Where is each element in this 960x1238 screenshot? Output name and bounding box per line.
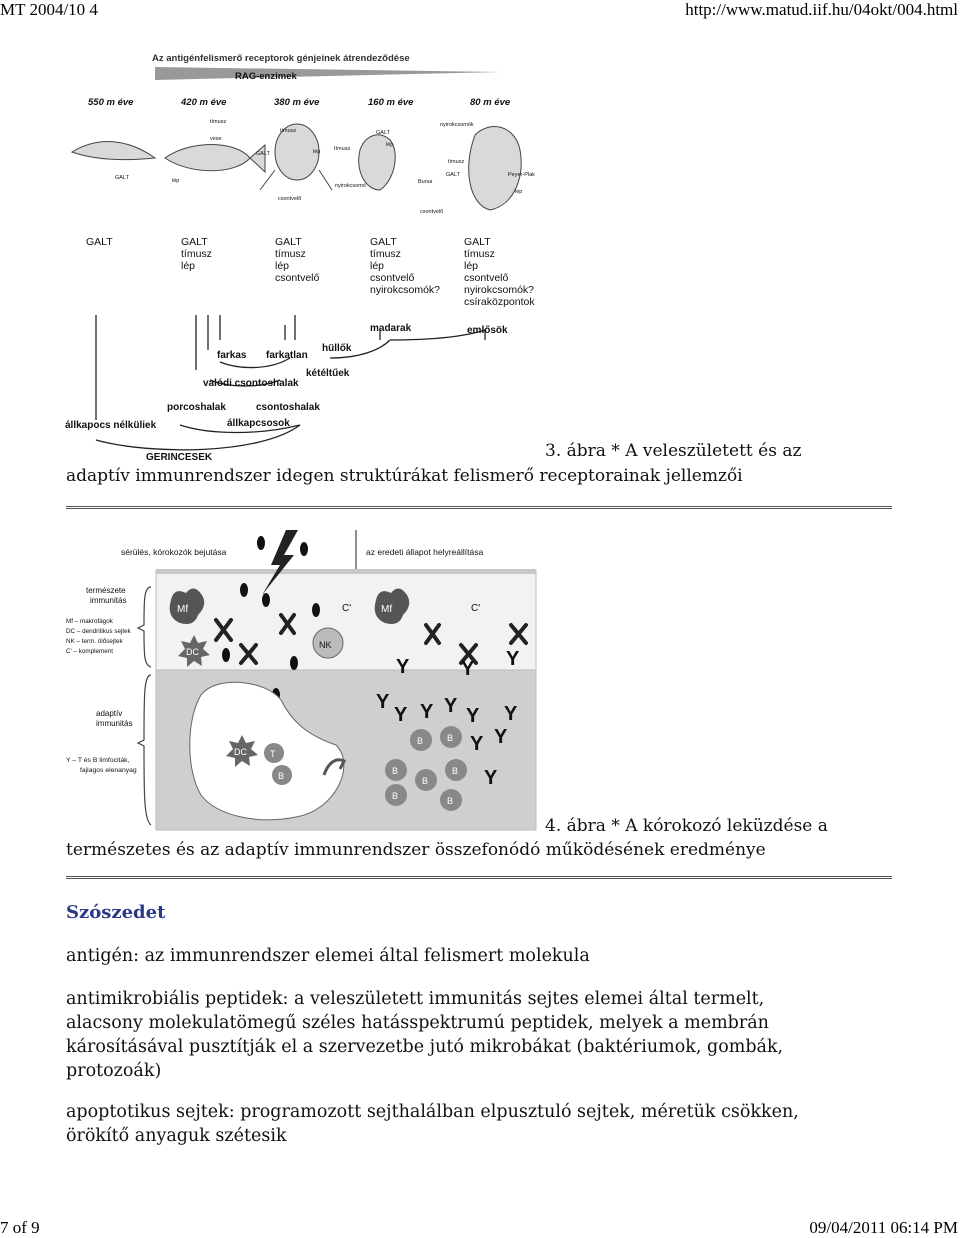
fig3-time-5: 80 m éve <box>470 97 511 108</box>
lamprey-illustration <box>72 142 155 160</box>
divider-1 <box>66 506 892 509</box>
fish-timusz-label: tímusz <box>210 119 227 125</box>
b-label-6: B <box>417 736 424 746</box>
organ-col-5-2: lép <box>464 260 479 272</box>
fig4-innate-panel <box>156 570 536 670</box>
tree-csontoshalak: csontoshalak <box>256 402 320 413</box>
organ-col-3-2: lép <box>275 260 290 272</box>
glossary-entry-antimikrobialis <box>66 987 896 1083</box>
mammal-lep-label: lép <box>515 189 523 195</box>
svg-text:Y: Y <box>444 695 458 717</box>
fig4-adaptive-legend-2: fajlagos elenanyag <box>80 767 137 774</box>
organ-col-3-0: GALT <box>275 236 302 248</box>
fig4-legend-nk: NK – term. ölősejtek <box>66 638 123 645</box>
svg-text:Y: Y <box>484 767 498 789</box>
svg-text:Y: Y <box>461 658 475 680</box>
fig4-top-left: sérülés, kórokozók bejutása <box>121 547 227 557</box>
caption-4-line-1: 4. ábra * A kórokozó leküzdése a <box>545 816 828 836</box>
b-label-1: B <box>392 766 399 776</box>
tree-farkatlan: farkatlan <box>266 350 308 361</box>
svg-text:Y: Y <box>470 733 484 755</box>
fig3-rag-label: RAG-enzimek <box>235 71 297 82</box>
mammal-timusz-label: tímusz <box>448 159 465 165</box>
organ-col-5-0: GALT <box>464 236 491 248</box>
svg-text:Y: Y <box>420 701 434 723</box>
glossary-line: apoptotikus sejtek: programozott sejthalálban elpusztuló sejtek, méretük csökken, <box>66 1102 799 1122</box>
fig4-dc-label: DC <box>186 647 199 657</box>
organ-col-4-4: nyirokcsomók? <box>370 284 441 296</box>
fig3-time-3: 380 m éve <box>274 97 320 108</box>
fig4-legend-dc: DC – dendritikus sejtek <box>66 628 131 635</box>
header-url[interactable]: http://www.matud.iif.hu/04okt/004.html <box>685 0 958 19</box>
mammal-peyer-label: Peyer-Plak <box>508 172 535 178</box>
organ-col-4-2: lép <box>370 260 385 272</box>
caption-4-line-2: természetes és az adaptív immunrendszer összefonódó működésének eredménye <box>66 840 766 860</box>
glossary-line: protozoák) <box>66 1061 162 1081</box>
tree-porcoshalak: porcoshalak <box>167 402 226 413</box>
bird-galt-label: GALT <box>376 130 390 136</box>
tree-madarak: madarak <box>370 323 412 334</box>
fig4-top-right: az eredeti állapot helyreállítása <box>366 547 484 557</box>
organ-col-3-3: csontvelő <box>275 272 320 284</box>
tree-keteltuek: kétéltűek <box>306 368 350 379</box>
frog-timusz-label: tímusz <box>280 128 297 134</box>
organ-col-5-1: tímusz <box>464 248 495 260</box>
bird-timusz-label: tímusz <box>334 146 351 152</box>
fish-vese-label: vese <box>210 136 222 142</box>
fig3-rag-arrow <box>155 67 500 80</box>
header-left: MT 2004/10 4 <box>0 0 98 19</box>
organ-col-2-2: lép <box>181 260 196 272</box>
tree-allkapcsosok: állkapcsosok <box>227 418 290 429</box>
footer-page-count: 7 of 9 <box>0 1218 40 1237</box>
fish-lep-label: lép <box>172 178 180 184</box>
mammal-illustration <box>469 127 522 210</box>
organ-col-4-3: csontvelő <box>370 272 415 284</box>
bird-bursa-label: Bursa <box>418 179 433 185</box>
frog-csontvelo-label: csontvelő <box>278 196 302 202</box>
tree-valodi-csontoshalak: valódi csontoshalak <box>203 378 299 389</box>
svg-text:Y: Y <box>494 726 508 748</box>
glossary-entry-apoptotikus <box>66 1100 896 1148</box>
frog-galt-label: GALT <box>256 151 270 157</box>
lamprey-galt-label: GALT <box>115 175 129 181</box>
svg-text:Y: Y <box>504 703 518 725</box>
frog-lep-label: lép <box>313 149 321 155</box>
fig3-banner: Az antigénfelismerő receptorok génjeinek átrendeződése <box>152 53 410 64</box>
fig4-t-label: T <box>270 749 276 759</box>
glossary-line: alacsony molekulatömegű széles hatásspektrumú peptidek, melyek a membrán <box>66 1013 769 1033</box>
glossary-line: örökítő anyaguk szétesik <box>66 1126 287 1146</box>
svg-text:Y: Y <box>376 691 390 713</box>
fig4-mf-label: Mf <box>177 604 189 615</box>
fig4-adaptive-title-2: immunitás <box>96 719 133 728</box>
organ-col-5-3: csontvelő <box>464 272 509 284</box>
fish-illustration <box>165 145 265 173</box>
fig4-c-label: C' <box>342 603 352 614</box>
footer-timestamp: 09/04/2011 06:14 PM <box>809 1218 958 1237</box>
caption-3-line-1: 3. ábra * A veleszületett és az <box>545 441 802 461</box>
tree-farkas: farkas <box>217 350 247 361</box>
mammal-galt-label: GALT <box>446 172 460 178</box>
svg-text:Y: Y <box>396 656 410 678</box>
organ-col-4-1: tímusz <box>370 248 401 260</box>
organ-col-3-1: tímusz <box>275 248 306 260</box>
organ-col-2-1: tímusz <box>181 248 212 260</box>
fig4-legend-c: C' – komplement <box>66 648 114 655</box>
fig4-b-label-host: B <box>278 771 285 781</box>
glossary-line: károsításával pusztítják el a szervezetbe jutó mikrobákat (baktériumok, gombák, <box>66 1037 784 1057</box>
tree-allkapocs-nelkuliek: állkapocs nélküliek <box>65 420 157 431</box>
organ-col-4-0: GALT <box>370 236 397 248</box>
fig4-mf-label-2: Mf <box>381 604 393 615</box>
glossary-title: Szószedet <box>66 902 166 923</box>
fig4-c-label-2: C' <box>471 603 481 614</box>
tree-hullok: hüllők <box>322 343 352 354</box>
glossary-entry-antigen <box>66 944 896 968</box>
fig4-nk-label: NK <box>319 640 332 650</box>
organ-col-1-0: GALT <box>86 236 113 248</box>
glossary-line: antimikrobiális peptidek: a veleszületett immunitás sejtes elemei által termelt, <box>66 989 765 1009</box>
b-label-7: B <box>447 733 454 743</box>
b-label-5: B <box>447 796 454 806</box>
organ-col-2-0: GALT <box>181 236 208 248</box>
divider-2 <box>66 876 892 879</box>
figure-4-immune-diagram <box>66 525 546 835</box>
svg-text:Y: Y <box>466 705 480 727</box>
fig3-time-1: 550 m éve <box>88 97 134 108</box>
b-label-3: B <box>452 766 459 776</box>
bird-lep-label: lép <box>386 142 394 148</box>
fig3-time-2: 420 m éve <box>181 97 227 108</box>
b-label-4: B <box>392 791 399 801</box>
fig4-adaptive-title-1: adaptív <box>96 709 123 718</box>
glossary-line: antigén: az immunrendszer elemei által felismert molekula <box>66 946 590 966</box>
svg-text:Y: Y <box>394 704 408 726</box>
svg-text:Y: Y <box>506 648 520 670</box>
fig3-time-4: 160 m éve <box>368 97 414 108</box>
tree-gerincesek: GERINCESEK <box>146 452 213 463</box>
fig4-adaptive-legend-1: Y – T és B limfociták, <box>66 757 130 764</box>
organ-col-5-5: csíraközpontok <box>464 296 535 308</box>
mammal-nyirokcsomok-label: nyirokcsomók <box>440 122 474 128</box>
b-label-2: B <box>422 776 429 786</box>
organ-col-5-4: nyirokcsomók? <box>464 284 535 296</box>
fig4-innate-title-2: immunitás <box>90 596 127 605</box>
bird-csontvelo-label: csontvelő <box>420 209 444 215</box>
tree-emlosok: emlősök <box>467 325 508 336</box>
fig4-dc-label-2: DC <box>234 747 247 757</box>
bird-nyirokcsomo-label: nyirokcsomó <box>335 183 366 189</box>
fig4-legend-mf: Mf – makrofágok <box>66 618 113 625</box>
caption-3-line-2: adaptív immunrendszer idegen struktúrákat felismerő receptorainak jellemzői <box>66 466 743 486</box>
fig4-innate-title-1: természete <box>86 586 126 595</box>
figure-3-evolution-diagram <box>60 40 560 470</box>
